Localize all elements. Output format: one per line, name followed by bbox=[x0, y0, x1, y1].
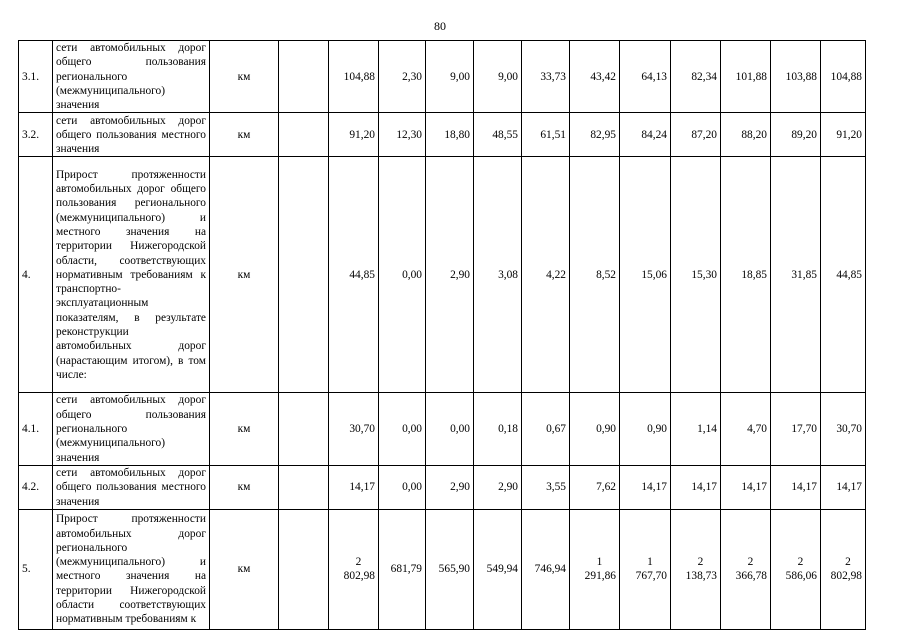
table-row bbox=[19, 393, 866, 465]
value-cell: 0,90 bbox=[570, 393, 620, 465]
value-cell: 87,20 bbox=[671, 113, 721, 157]
unit-cell: км bbox=[210, 393, 279, 465]
unit-cell: км bbox=[210, 509, 279, 629]
value-cell: 88,20 bbox=[721, 113, 771, 157]
value-cell: 44,85 bbox=[821, 157, 866, 393]
empty-cell bbox=[279, 393, 329, 465]
unit-cell: км bbox=[210, 41, 279, 113]
value-cell: 1 767,70 bbox=[620, 509, 671, 629]
value-cell: 82,34 bbox=[671, 41, 721, 113]
row-number: 3.2. bbox=[19, 113, 53, 157]
value-cell: 2 138,73 bbox=[671, 509, 721, 629]
value-cell: 0,00 bbox=[379, 157, 426, 393]
value-cell: 2,90 bbox=[426, 157, 474, 393]
value-cell: 0,18 bbox=[474, 393, 522, 465]
value-cell: 0,67 bbox=[522, 393, 570, 465]
table-row bbox=[19, 113, 866, 157]
value-cell: 2,90 bbox=[474, 465, 522, 509]
row-number: 4. bbox=[19, 157, 53, 393]
value-cell: 44,85 bbox=[329, 157, 379, 393]
row-number: 4.1. bbox=[19, 393, 53, 465]
value-cell: 3,08 bbox=[474, 157, 522, 393]
value-cell: 104,88 bbox=[821, 41, 866, 113]
value-cell: 2 802,98 bbox=[329, 509, 379, 629]
value-cell: 18,80 bbox=[426, 113, 474, 157]
value-cell: 33,73 bbox=[522, 41, 570, 113]
value-cell: 7,62 bbox=[570, 465, 620, 509]
value-cell: 12,30 bbox=[379, 113, 426, 157]
value-cell: 91,20 bbox=[329, 113, 379, 157]
indicator-name: сети автомобильных дорог общего пользования регионального (межмуниципального) значения bbox=[53, 393, 210, 465]
value-cell: 9,00 bbox=[426, 41, 474, 113]
value-cell: 3,55 bbox=[522, 465, 570, 509]
empty-cell bbox=[279, 113, 329, 157]
value-cell: 64,13 bbox=[620, 41, 671, 113]
value-cell: 0,00 bbox=[426, 393, 474, 465]
row-number: 4.2. bbox=[19, 465, 53, 509]
value-cell: 746,94 bbox=[522, 509, 570, 629]
page-number: 80 bbox=[434, 19, 446, 33]
value-cell: 104,88 bbox=[329, 41, 379, 113]
value-cell: 1,14 bbox=[671, 393, 721, 465]
empty-cell bbox=[279, 41, 329, 113]
empty-cell bbox=[279, 509, 329, 629]
value-cell: 0,90 bbox=[620, 393, 671, 465]
table-row bbox=[19, 41, 866, 113]
value-cell: 2 366,78 bbox=[721, 509, 771, 629]
value-cell: 48,55 bbox=[474, 113, 522, 157]
empty-cell bbox=[279, 465, 329, 509]
value-cell: 0,00 bbox=[379, 393, 426, 465]
indicator-name: сети автомобильных дорог общего пользования местного значения bbox=[53, 465, 210, 509]
value-cell: 1 291,86 bbox=[570, 509, 620, 629]
value-cell: 2,30 bbox=[379, 41, 426, 113]
row-number: 5. bbox=[19, 509, 53, 629]
value-cell: 681,79 bbox=[379, 509, 426, 629]
indicators-table bbox=[18, 40, 866, 630]
value-cell: 30,70 bbox=[821, 393, 866, 465]
empty-cell bbox=[279, 157, 329, 393]
value-cell: 17,70 bbox=[771, 393, 821, 465]
value-cell: 8,52 bbox=[570, 157, 620, 393]
unit-cell: км bbox=[210, 465, 279, 509]
value-cell: 14,17 bbox=[721, 465, 771, 509]
table-row bbox=[19, 509, 866, 629]
indicator-name: Прирост протяженности автомобильных дорог регионального (межмуниципального) и местного значения на территории Нижегородской области соответствующих нормативным требованиям к bbox=[53, 509, 210, 629]
value-cell: 103,88 bbox=[771, 41, 821, 113]
value-cell: 15,30 bbox=[671, 157, 721, 393]
value-cell: 43,42 bbox=[570, 41, 620, 113]
unit-cell: км bbox=[210, 157, 279, 393]
indicator-name: сети автомобильных дорог общего пользования регионального (межмуниципального) значения bbox=[53, 41, 210, 113]
value-cell: 101,88 bbox=[721, 41, 771, 113]
row-number: 3.1. bbox=[19, 41, 53, 113]
value-cell: 0,00 bbox=[379, 465, 426, 509]
table-row bbox=[19, 157, 866, 393]
value-cell: 91,20 bbox=[821, 113, 866, 157]
value-cell: 14,17 bbox=[821, 465, 866, 509]
value-cell: 18,85 bbox=[721, 157, 771, 393]
value-cell: 14,17 bbox=[771, 465, 821, 509]
value-cell: 2 802,98 bbox=[821, 509, 866, 629]
value-cell: 565,90 bbox=[426, 509, 474, 629]
value-cell: 84,24 bbox=[620, 113, 671, 157]
value-cell: 4,22 bbox=[522, 157, 570, 393]
indicator-name: Прирост протяженности автомобильных дорог общего пользования регионального (межмуниципального) и местного значения на территории Нижегородской области, соответствующих нормативным требованиям к транспортно-эксплуатационным показателям, в результате реконструкции автомобильных дорог (нарастающим итогом), в том числе: bbox=[53, 157, 210, 393]
value-cell: 15,06 bbox=[620, 157, 671, 393]
value-cell: 549,94 bbox=[474, 509, 522, 629]
indicator-name: сети автомобильных дорог общего пользования местного значения bbox=[53, 113, 210, 157]
value-cell: 82,95 bbox=[570, 113, 620, 157]
table-row bbox=[19, 465, 866, 509]
value-cell: 9,00 bbox=[474, 41, 522, 113]
unit-cell: км bbox=[210, 113, 279, 157]
value-cell: 2 586,06 bbox=[771, 509, 821, 629]
value-cell: 4,70 bbox=[721, 393, 771, 465]
value-cell: 31,85 bbox=[771, 157, 821, 393]
value-cell: 14,17 bbox=[329, 465, 379, 509]
value-cell: 61,51 bbox=[522, 113, 570, 157]
value-cell: 14,17 bbox=[620, 465, 671, 509]
value-cell: 14,17 bbox=[671, 465, 721, 509]
value-cell: 89,20 bbox=[771, 113, 821, 157]
value-cell: 2,90 bbox=[426, 465, 474, 509]
value-cell: 30,70 bbox=[329, 393, 379, 465]
